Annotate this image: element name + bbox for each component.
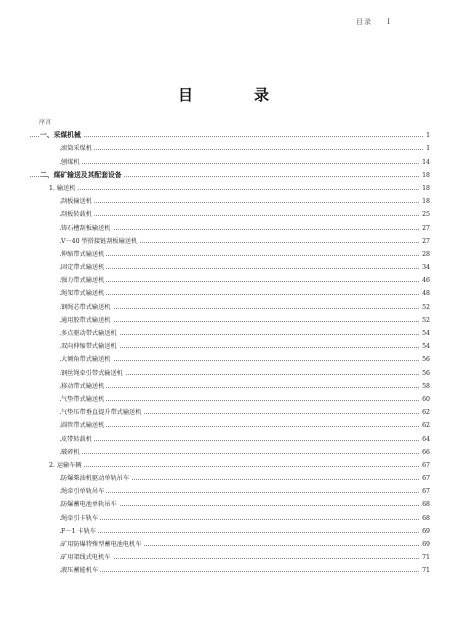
- toc-entry-label: 2. 运输车辆: [49, 459, 84, 472]
- toc-entry[interactable]: [0, 116, 451, 129]
- toc-entry-page: 67: [420, 459, 430, 472]
- toc-entry-label: 圆管带式输送机: [61, 419, 106, 432]
- toc-entry-page: 62: [420, 406, 430, 419]
- running-head-page: I: [387, 18, 391, 26]
- toc-entry-label: 矿用架线式电机车: [61, 551, 113, 564]
- toc-entry-page: 27: [420, 235, 430, 248]
- toc-entry[interactable]: [0, 169, 451, 182]
- toc-entry-page: 67: [420, 485, 430, 498]
- toc-entry-page: 25: [420, 208, 430, 221]
- toc-entry-page: 68: [420, 498, 430, 511]
- toc-entry-label: 双向伸缩带式输送机: [61, 340, 119, 353]
- toc-entry[interactable]: [0, 472, 451, 485]
- dot-leader: [30, 129, 429, 137]
- toc-entry-page: 52: [420, 314, 430, 327]
- toc-entry-page: 18: [420, 169, 430, 182]
- toc-entry-label: 大倾角带式输送机: [61, 353, 113, 366]
- toc-entry-label: 序言: [39, 116, 53, 129]
- toc-entry[interactable]: [0, 446, 451, 459]
- toc-entry-label: 皮带转载机: [61, 433, 94, 446]
- toc-entry-label: 移动带式输送机: [61, 380, 106, 393]
- toc-entry[interactable]: [0, 222, 451, 235]
- dot-leader: [60, 195, 429, 203]
- toc-entry-label: 绳架带式输送机: [61, 287, 106, 300]
- toc-entry-label: 铸石槽刮板输送机: [61, 222, 113, 235]
- running-head-text: 目录: [356, 18, 372, 26]
- toc-entry-page: 71: [420, 564, 430, 577]
- toc-entry-label: 刮板转载机: [61, 208, 94, 221]
- toc-entry-page: 1: [424, 129, 430, 142]
- dot-leader: [60, 459, 429, 467]
- toc-entry[interactable]: [0, 182, 451, 195]
- toc-entry-label: 通用胶带式输送机: [61, 314, 113, 327]
- dot-leader: [60, 433, 429, 441]
- toc-entry[interactable]: [0, 406, 451, 419]
- toc-entry[interactable]: [0, 195, 451, 208]
- toc-entry-page: 54: [420, 327, 430, 340]
- dot-leader: [60, 222, 429, 230]
- toc-entry-label: 刮板输送机: [61, 195, 94, 208]
- toc-entry-page: 56: [420, 367, 430, 380]
- toc-entry-label: 伸缩带式输送机: [61, 248, 106, 261]
- dot-leader: [60, 287, 429, 295]
- toc-entry-page: 64: [420, 433, 430, 446]
- toc-entry[interactable]: [0, 340, 451, 353]
- toc-entry[interactable]: [0, 353, 451, 366]
- dot-leader: [60, 393, 429, 401]
- toc-entry[interactable]: [0, 287, 451, 300]
- toc-entry-page: 54: [420, 340, 430, 353]
- toc-entry-label: 一、采煤机械: [40, 129, 83, 142]
- toc-entry[interactable]: [0, 459, 451, 472]
- toc-entry-label: 滚筒采煤机: [61, 142, 94, 155]
- dot-leader: [60, 525, 429, 533]
- toc-entry-label: 刨煤机: [61, 156, 82, 169]
- table-of-contents: [0, 116, 451, 578]
- toc-entry-page: 28: [420, 248, 430, 261]
- toc-entry[interactable]: [0, 142, 451, 155]
- toc-entry-label: 强力带式输送机: [61, 274, 106, 287]
- toc-entry[interactable]: [0, 538, 451, 551]
- toc-entry[interactable]: [0, 327, 451, 340]
- toc-entry-page: 62: [420, 419, 430, 432]
- toc-entry-label: F－1 卡轨车: [61, 525, 98, 538]
- toc-entry-label: 绳牵引卡轨车: [61, 512, 100, 525]
- toc-entry-page: 52: [420, 301, 430, 314]
- toc-entry-label: 钢丝绳牵引带式输送机: [61, 367, 125, 380]
- toc-entry-label: 防爆柴油机驱动单轨吊车: [61, 472, 131, 485]
- toc-entry-page: 46: [420, 274, 430, 287]
- toc-entry-page: 69: [420, 538, 430, 551]
- toc-entry-label: 破碎机: [61, 446, 82, 459]
- toc-entry-label: 液压蓄能机车: [61, 564, 100, 577]
- toc-entry-page: 69: [420, 525, 430, 538]
- toc-entry-label: 固定带式输送机: [61, 261, 106, 274]
- toc-entry-label: V－40 型搭接链刮板输送机: [61, 235, 139, 248]
- toc-entry-page: 66: [420, 446, 430, 459]
- toc-entry[interactable]: [0, 235, 451, 248]
- toc-entry[interactable]: [0, 129, 451, 142]
- dot-leader: [60, 156, 429, 164]
- dot-leader: [60, 564, 429, 572]
- toc-entry-page: 48: [420, 287, 430, 300]
- dot-leader: [60, 142, 429, 150]
- toc-entry[interactable]: [0, 564, 451, 577]
- dot-leader: [60, 274, 429, 282]
- toc-entry[interactable]: [0, 156, 451, 169]
- dot-leader: [60, 380, 429, 388]
- running-head: [356, 17, 391, 27]
- toc-entry-label: 绳牵引单轨吊车: [61, 485, 106, 498]
- toc-entry-label: 多点驱动带式输送机: [61, 327, 119, 340]
- toc-entry-page: 34: [420, 261, 430, 274]
- toc-entry[interactable]: [0, 301, 451, 314]
- toc-entry[interactable]: [0, 314, 451, 327]
- toc-entry[interactable]: [0, 498, 451, 511]
- dot-leader: [60, 261, 429, 269]
- toc-entry-page: 56: [420, 353, 430, 366]
- dot-leader: [60, 182, 429, 190]
- dot-leader: [60, 248, 429, 256]
- toc-entry-label: 防爆蓄电池单轨吊车: [61, 498, 119, 511]
- toc-entry[interactable]: [0, 380, 451, 393]
- toc-entry[interactable]: [0, 419, 451, 432]
- toc-entry[interactable]: [0, 512, 451, 525]
- toc-entry[interactable]: [0, 525, 451, 538]
- toc-entry-page: 1: [424, 142, 430, 155]
- toc-entry[interactable]: [0, 433, 451, 446]
- toc-entry-page: 18: [420, 182, 430, 195]
- toc-entry[interactable]: [0, 485, 451, 498]
- toc-entry-page: 18: [420, 195, 430, 208]
- dot-leader: [60, 551, 429, 559]
- toc-entry[interactable]: [0, 274, 451, 287]
- dot-leader: [60, 314, 429, 322]
- toc-entry-page: 71: [420, 551, 430, 564]
- toc-entry-page: 68: [420, 512, 430, 525]
- toc-entry[interactable]: [0, 248, 451, 261]
- page-title-char-2: 录: [254, 86, 270, 104]
- toc-entry-page: 60: [420, 393, 430, 406]
- toc-entry-label: 1. 输送机: [49, 182, 77, 195]
- toc-entry-label: 气垫压带垂直提升带式输送机: [61, 406, 143, 419]
- dot-leader: [60, 301, 429, 309]
- toc-entry-label: 钢绳芯带式输送机: [61, 301, 113, 314]
- toc-entry-page: 14: [420, 156, 430, 169]
- dot-leader: [60, 353, 429, 361]
- page-title-char-1: 目: [178, 86, 194, 104]
- toc-entry-label: 二、煤矿输送及其配套设备: [40, 169, 124, 182]
- toc-entry-page: 67: [420, 472, 430, 485]
- dot-leader: [60, 419, 429, 427]
- toc-entry[interactable]: [0, 261, 451, 274]
- toc-entry-page: 27: [420, 222, 430, 235]
- toc-entry-page: 58: [420, 380, 430, 393]
- toc-entry[interactable]: [0, 551, 451, 564]
- dot-leader: [60, 485, 429, 493]
- dot-leader: [60, 512, 429, 520]
- toc-entry[interactable]: [0, 367, 451, 380]
- dot-leader: [60, 208, 429, 216]
- toc-entry[interactable]: [0, 208, 451, 221]
- toc-entry[interactable]: [0, 393, 451, 406]
- dot-leader: [60, 446, 429, 454]
- toc-entry-label: 气垫带式输送机: [61, 393, 106, 406]
- toc-entry-label: 矿用防爆特殊型蓄电池电机车: [61, 538, 143, 551]
